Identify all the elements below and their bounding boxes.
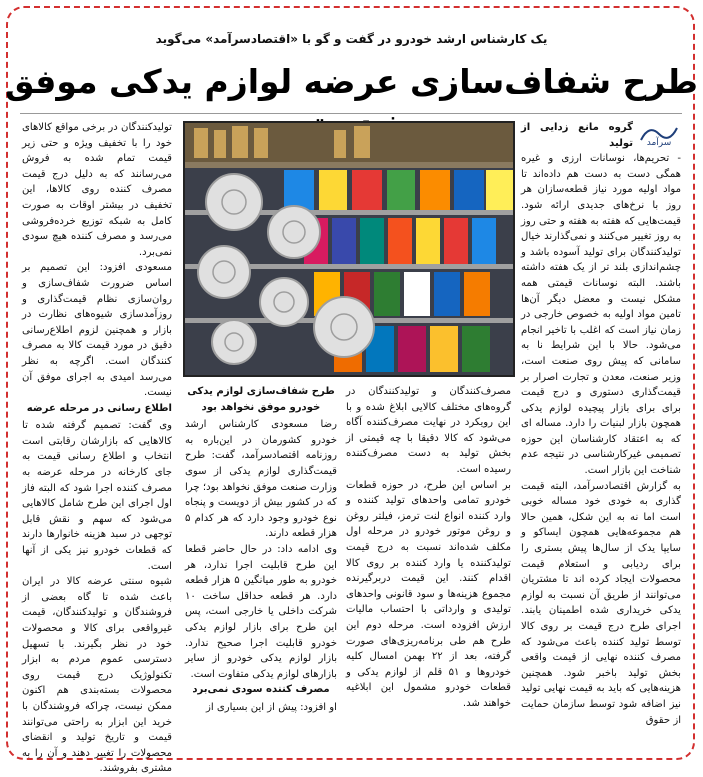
col4-paragraph: شیوه سنتی عرضه کالا در ایران باعث شده تا گاه بعضی از فروشندگان و تولیدکنندگان، قیمت غیرواقعی برای کالا و محصولات خود در نظر بگیرند. با تسهیل دسترسی عموم مردم به ابزار تکنولوژیک درج قیمت روی محصولات بسته‌بندی هم اکنون ممکن نیست، چراکه فروشندگان با خرید این ابزار به راحتی می‌توانند قیمت و تاریخ تولید و انقضای محصولات را تغییر دهند و آن را به مشتری بفروشند. [22,576,172,775]
col4-subheading: اطلاع رسانی در مرحله عرضه [26,402,172,414]
column-1 [521,120,681,750]
photo-illustration [184,122,514,376]
col3-tail: او افزود: پیش از این بسیاری از [206,701,337,713]
col4-paragraph: وی گفت: تصمیم گرفته شده تا کالاهایی که بازارشان رقابتی است انتخاب و اطلاع رسانی قیمت به جای کارخانه در مرحله عرضه به مصرف کننده اجرا شود که البته فاز اول اجرای این طرح شامل کالاهایی می‌شود که سهم و نقش قابل توجهی در سبد هزینه خانوارها دارند که قطعات خودرو نیز یکی از آنها است. [22,420,172,572]
divider [20,113,682,114]
column-2 [346,384,511,750]
col3-subheading: مصرف کننده سودی نمی‌برد [192,684,330,696]
col3-heading: طرح شفاف‌سازی لوازم یدکی خودرو موفق نخواهد بود [187,386,335,413]
col4-paragraph: تولیدکنندگان در برخی مواقع کالاهای خود را با تخفیف ویژه و حتی زیر قیمت تمام شده به فروش می‌رسانند که به دلیل درج قیمت مصرف کننده روی کالاها، این تخفیف در بیشتر اوقات به صورت کامل به شبکه توزیع خرده‌فروشی می‌رسد و مصرف کننده هیچ سودی نمی‌برد. [22,122,172,258]
col2-paragraph: بر اساس این طرح، در حوزه قطعات خودرو تمامی واحدهای تولید کننده و وارد کننده انواع لنت ترمز، فیلتر روغن و روغن موتور خودرو در مرحله اول مکلف شده‌اند نسبت به درج قیمت تولیدکننده یا وارد کننده بر روی کالا اقدام کنند. این قیمت دربرگیرنده مجموع هزینه‌ها و سود قانونی واحدهای تولیدی و وارداتی با احتساب مالیات ارزش افزوده است. مرحله دوم این طرح هم طی برنامه‌ریزی‌های صورت گرفته، بعد از ۲۲ بهمن امسال کلیه خودروها و ۵۱ قلم از لوازم یدکی و قطعات خودرو مشمول این ابلاغیه خواهند شد. [346,479,512,709]
col1-heading: گروه مانع زدایی از تولید [521,122,633,149]
kicker: یک کارشناس ارشد خودرو در گفت و گو با «اقتصادسرآمد» می‌گوید [155,32,548,46]
col3-paragraph: وی ادامه داد: در حال حاضر قطعا این طرح قابلیت اجرا ندارد، هر خودرو به طور میانگین ۵ هزار قطعه دارد. هر قطعه حداقل ساخت ۱۰ شرکت داخلی یا خارجی است، پس این طرح برای بازار لوازم یدکی خودرو قابلیت اجرا صحیح ندارد. بازار لوازم یدکی خودرو از سایر بازارهای لوازم یدکی متفاوت است. [185,543,337,680]
col1-paragraph: - تحریم‌ها، نوسانات ارزی و غیره همگی دست به دست هم داده‌اند تا مواد اولیه مورد نیاز قطعه‌سازان هر روز با نرخ‌های جدیدی ارائه شود. قیمت‌هایی که هفته به هفته و حتی روز به روز تغییر می‌کنند و نمی‌گذارند خیال تولیدکنندگان برای تولید آسوده باشد و چشم‌اندازی بلند تر از یک هفته داشته باشند. البته نوسانات قیمتی همه مشکل نیست و معضل دیگر آن‌ها تامین مواد اولیه به خصوص خارجی در زمان نیاز است که اغلب با تاخیر انجام می‌شود. حالا با این شرایط نا به سامانی که پیش روی صنعت است، وزیر صنعت، معدن و تجارت اصرار بر قیمت‌گذاری دستوری و درج قیمت برای برای بازار پیچیده لوازم یدکی همچون بازار لبنیات را دارد. مساله ای که به اعتقاد کارشناسان این حوزه تصمیمی غیرکارشناسی در نتیجه عدم شناخت این بازار است. [521,153,681,477]
col2-paragraph: مصرف‌کنندگان و تولیدکنندگان در گروه‌های مختلف کالایی ابلاغ شده و با این رویکرد در نهایت مصرف‌کننده آگاه می‌شود که کالا دقیقا با چه قیمتی از بخش تولید به دست مصرف‌کننده رسیده است. [346,386,511,475]
col3-paragraph: رضا مسعودی کارشناس ارشد خودرو کشورمان در این‌باره به روزنامه اقتصادسرآمد، گفت: طرح قیمت‌گذاری لوازم یدکی از سوی وزارت صنعت موفق نخواهد بود؛ چرا که در کشور بیش از دویست و پنجاه نوع خودرو وجود دارد که هر کدام ۵ هزار قطعه دارند. [185,419,337,540]
col4-paragraph: مسعودی افزود: این تصمیم بر اساس ضرورت شفاف‌سازی و روان‌سازی نظام قیمت‌گذاری و روزآمدسازی شیوه‌های نظارت در بازار و همچنین لزوم اطلاع‌رسانی دقیق در مورد قیمت کالا به مصرف کنندگان است. اگرچه به نظر می‌رسد امیدی به اجرای موفق آن نیست. [22,262,172,399]
col1-paragraph: به گزارش اقتصادسرآمد، البته قیمت گذاری به خودی خود مساله خوبی است اما نه به این شکل، همین حالا هم مجموعه‌هایی همچون ایساکو و سایپا یدک از سال‌ها پیش بستری را برای ردیابی و استعلام قیمت محصولات ایجاد کرده اند تا مشتریان می‌توانند از طریق آن نسبت به لوازم یدکی خریداری شده اطمینان یابند. اجرای طرح درج قیمت بر روی کالا توسط تولید کننده باعث می‌شود که مصرف کننده نهایی از قیمت واقعی بخش تولید باخبر شود. همچنین هزینه‌هایی که باید به قیمت نهایی تولید نیز اضافه شود توسط سازمان حمایت از حقوق [521,480,681,726]
column-3 [185,384,337,750]
column-4 [22,120,172,775]
logo-text: سرآمد [646,138,672,148]
headline: طرح شفاف‌سازی عرضه لوازم یدکی موفق [5,62,698,101]
photo-auto-parts-shop [184,122,514,376]
